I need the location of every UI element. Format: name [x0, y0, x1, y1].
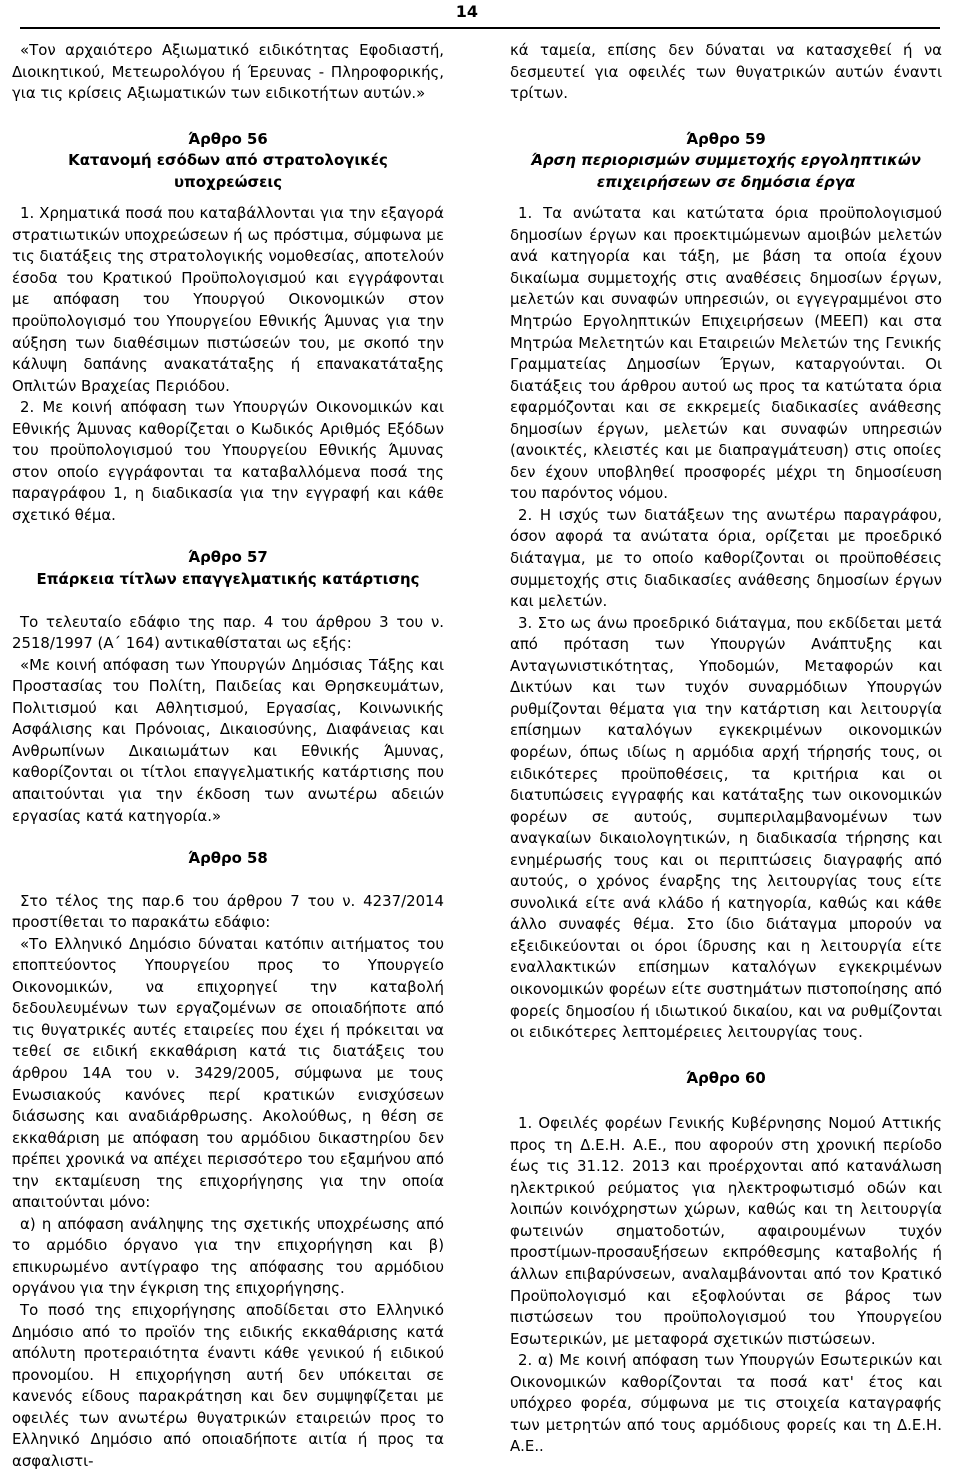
article-55-quote-end: «Τον αρχαιότερο Αξιωματικό ειδικότητας Εφοδιαστή, Διοικητικού, Μετεωρολόγου ή Έρευνας - Πληροφορικής, για τις κρίσεις Αξιωματικών των ειδικοτήτων αυτών.»	[12, 41, 444, 103]
article-58-paragraph-3: α) η απόφαση ανάληψης της σχετικής υποχρέωσης από το αρμόδιο όργανο για την επιχορήγηση και β) επικυρωμένο αντίγραφο της απόφασης του αρμόδιου οργάνου για την έγκριση της επιχορήγησης.	[12, 1214, 444, 1298]
article-58-paragraph-4: Το ποσό της επιχορήγησης αποδίδεται στο Ελληνικό Δημόσιο από το προϊόν της ειδικής εκκαθάρισης κατά απόλυτη προτεραιότητα έναντι κάθε γενικού ή ειδικού προνομίου. Η επιχορήγηση αυτή δεν υπόκειται σε κανενός είδους παρακράτηση και δεν συμψηφίζεται με οφειλές των ανωτέρω θυγατρικών εταιρειών προς το Ελληνικό Δημόσιο από οποιαδήποτε αιτία ή προς τα ασφαλιστι-	[12, 1300, 444, 1470]
left-column	[12, 40, 444, 1472]
article-60-title: Άρθρο 60	[686, 1068, 766, 1087]
article-57-title: Άρθρο 57	[188, 548, 268, 567]
article-59-subtitle: Άρση περιορισμών συμμετοχής εργοληπτικών επιχειρήσεων σε δημόσια έργα	[531, 151, 921, 191]
article-60-paragraph-2: 2. α) Με κοινή απόφαση των Υπουργών Εσωτερικών και Οικονομικών καθορίζονται τα ποσά κατ' έτος και υπόχρεο φορέα, σύμφωνα με τις στοιχεία καταγραφής των μετρητών από τους αρμόδιους φορείς και τη Δ.Ε.Η. Α.Ε..	[510, 1351, 942, 1456]
article-56-title: Άρθρο 56	[188, 129, 268, 148]
article-57-subtitle: Επάρκεια τίτλων επαγγελματικής κατάρτισης	[36, 570, 420, 589]
article-57-paragraph-2: «Με κοινή απόφαση των Υπουργών Δημόσιας Τάξης και Προστασίας του Πολίτη, Παιδείας και Θρησκευμάτων, Πολιτισμού και Αθλητισμού, Εργασίας, Κοινωνικής Ασφάλισης και Πρόνοιας, Δικαιοσύνης, Διαφάνειας και Ανθρωπίνων Δικαιωμάτων και Εθνικής Άμυνας, καθορίζονται οι τίτλοι επαγγελματικής κατάρτισης που απαιτούνται για την έκδοση των ανωτέρω αδειών εργασίας κατά κατηγορία.»	[12, 655, 444, 825]
article-56-subtitle: Κατανομή εσόδων από στρατολογικές υποχρεώσεις	[68, 151, 388, 191]
article-58-paragraph-2: «Το Ελληνικό Δημόσιο δύναται κατόπιν αιτήματος του εποπτεύοντος Υπουργείου προς το Υπουργείο Οικονομικών, να επιχορηγεί την καταβολή δεδουλευμένων των εργαζομένων σε οποιαδήποτε από τις θυγατρικές αυτές εταιρείες που έχει ή πρόκειται να τεθεί σε ειδική εκκαθάριση κατά τις διατάξεις του άρθρου 14Α του ν. 3429/2005, σύμφωνα με τους Ενωσιακούς κανόνες περί κρατικών ενισχύσεων διάσωσης και αναδιάρθρωσης. Ακολούθως, η θέση σε εκκαθάριση με απόφαση του αρμόδιου δικαστηρίου δεν πρέπει χρονικά να απέχει περισσότερο του εξαμήνου από την εκταμίευση της επιχορήγησης για την οποία απαιτούνται μόνο:	[12, 934, 444, 1212]
article-59-paragraph-1: 1. Τα ανώτατα και κατώτατα όρια προϋπολογισμού δημοσίων έργων και προεκτιμώμενων αμοιβών μελετών ανά κατηγορία και τάξη, με βάση τα οποία έχουν δικαίωμα συμμετοχής στις αναθέσεις δημοσίων έργων, μελετών και συναφών υπηρεσιών, οι εγγεγραμμένοι στο Μητρώο Εργοληπτικών Επιχειρήσεων (ΜΕΕΠ) και στα Μητρώα Μελετητών και Εταιρειών Μελετών της Γενικής Γραμματείας Δημοσίων Έργων, καταργούνται. Οι διατάξεις του άρθρου αυτού ως προς τα κατώτατα όρια εφαρμόζονται και σε εκκρεμείς διαδικασίες ανάθεσης δημοσίων έργων, μελετών και συναφών υπηρεσιών (ανοικτές, κλειστές και με διαπραγμάτευση) στις οποίες δεν έχουν υποβληθεί προσφορές μέχρι τη δημοσίευση του παρόντος νόμου.	[510, 204, 942, 503]
article-59-paragraph-2: 2. Η ισχύς των διατάξεων της ανωτέρω παραγράφου, όσον αφορά τα ανώτατα όρια, ορίζεται με προεδρικό διάταγμα, με το οποίο καθορίζονται οι προϋποθέσεις συμμετοχής στις διαδικασίες ανάθεσης δημοσίων έργων και μελετών.	[510, 505, 942, 611]
article-58-continuation: κά ταμεία, επίσης δεν δύναται να κατασχεθεί ή να δεσμευτεί για οφειλές των θυγατρικών αυτών έναντι τρίτων.	[510, 41, 942, 103]
article-58-paragraph-1: Στο τέλος της παρ.6 του άρθρου 7 του ν. 4237/2014 προστίθεται το παρακάτω εδάφιο:	[12, 891, 444, 932]
article-56-paragraph-1: 1. Χρηματικά ποσά που καταβάλλονται για την εξαγορά στρατιωτικών υποχρεώσεων ή ως πρόστιμα, σύμφωνα με τις διατάξεις της στρατολογικής νομοθεσίας, αποτελούν έσοδα του Κρατικού Προϋπολογισμού και εγγράφονται με απόφαση του Υπουργού Οικονομικών στον προϋπολογισμό του Υπουργείου Εθνικής Άμυνας για την αύξηση των διαθέσιμων πιστώσεών του, με σκοπό την κάλυψη δαπάνης ανακατάταξης ή επανακατάταξης Οπλιτών Βραχείας Περιόδου.	[12, 204, 444, 395]
article-60-paragraph-1: 1. Οφειλές φορέων Γενικής Κυβέρνησης Νομού Αττικής προς τη Δ.Ε.Η. Α.Ε., που αφορούν στη χρονική περίοδο έως τις 31.12. 2013 και προέρχονται από κατανάλωση ηλεκτρικού ρεύματος για ηλεκτροφωτισμό οδών και λοιπών κοινόχρηστων χώρων, καθώς και τη λειτουργία φωτεινών σηματοδοτών, αφαιρουμένων τυχόν προστίμων-προσαυξήσεων εκπρόθεσμης καταβολής ή άλλων επιβαρύνσεων, αναλαμβάνονται από τον Κρατικό Προϋπολογισμό και εξοφλούνται σε βάρος των πιστώσεων του προϋπολογισμού του Υπουργείου Εσωτερικών, με μεταφορά σχετικών πιστώσεων.	[510, 1114, 942, 1348]
article-57-paragraph-1: Το τελευταίο εδάφιο της παρ. 4 του άρθρου 3 του ν. 2518/1997 (Α΄ 164) αντικαθίσταται ως εξής:	[12, 612, 444, 653]
page-number: 14	[455, 2, 478, 21]
right-column	[510, 40, 942, 1458]
article-58-title: Άρθρο 58	[188, 849, 268, 868]
article-59-title: Άρθρο 59	[686, 129, 766, 148]
article-59-paragraph-3: 3. Στο ως άνω προεδρικό διάταγμα, που εκδίδεται μετά από πρόταση των Υπουργών Ανάπτυξης και Ανταγωνιστικότητας, Υποδομών, Μεταφορών και Δικτύων και των τυχόν συναρμόδιων Υπουργών ρυθμίζονται θέματα για την κατάρτιση και λειτουργία επίσημων καταλόγων εγκεκριμένων οικονομικών φορέων, όπως ιδίως η αρμόδια αρχή τήρησής τους, οι ειδικότερες προϋποθέσεις, τα κριτήρια και οι διατυπώσεις εγγραφής και κατάταξης των οικονομικών φορέων σε αυτούς, συμπεριλαμβανομένων των αναγκαίων δικαιολογητικών, η διαδικασία τήρησης και ενημέρωσής τους και οι περιπτώσεις διαγραφής από αυτούς, ο χρόνος έναρξης της λειτουργίας τους είτε συνολικά είτε ανά κλάδο ή κατηγορία, καθώς και κάθε άλλο συναφές θέμα. Στο ίδιο διάταγμα μπορούν να εξειδικεύονται οι όροι ίδρυσης και η λειτουργία είτε εναλλακτικών επίσημων καταλόγων εγκεκριμένων οικονομικών φορέων είτε συστημάτων πιστοποίησης από φορείς δημοσίου ή ιδιωτικού δικαίου, και να ρυθμίζονται οι ειδικότερες λεπτομέρειες λειτουργίας τους.	[510, 613, 942, 1042]
article-56-paragraph-2: 2. Με κοινή απόφαση των Υπουργών Οικονομικών και Εθνικής Άμυνας καθορίζεται ο Κωδικός Αριθμός Εξόδων του προϋπολογισμού του Υπουργείου Εθνικής Άμυνας στον οποίο εγγράφονται τα καταβαλλόμενα ποσά της παραγράφου 1, η διαδικασία για την εγγραφή και κάθε σχετικό θέμα.	[12, 398, 444, 524]
header-rule	[20, 27, 940, 29]
